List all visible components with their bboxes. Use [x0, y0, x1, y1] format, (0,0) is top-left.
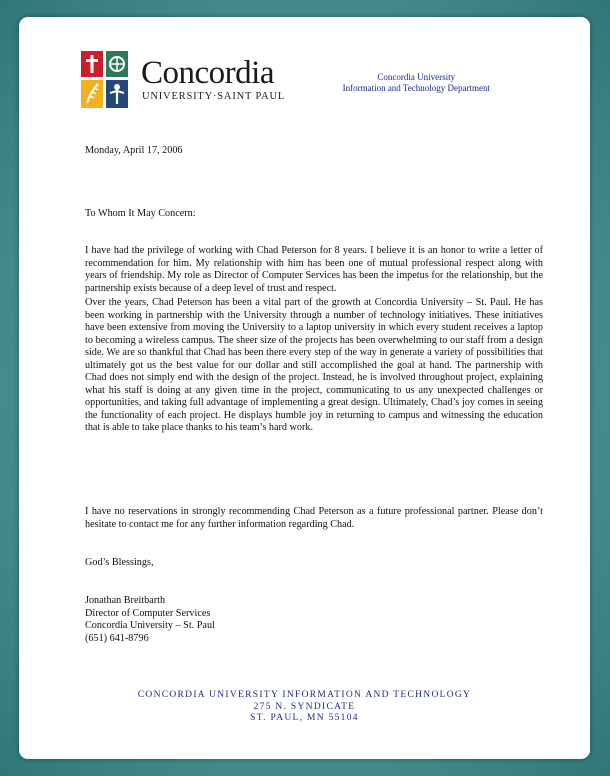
letter-page [19, 17, 590, 759]
footer-line-1: CONCORDIA UNIVERSITY INFORMATION AND TECHNOLOGY [137, 690, 472, 700]
university-subtitle: UNIVERSITY·SAINT PAUL [142, 91, 286, 102]
signer-phone: (651) 641-8796 [85, 632, 149, 644]
paragraph-text: I have had the privilege of working with Chad Peterson for 8 years. I believe it is an honor to write a letter of recommendation for him. My relationship with him has been one of mutual professional respect along with years of friendship. My role as Director of Computer Services has been the impetus for the relationship, but the partnership exists because of a deep level of trust and respect. [85, 245, 543, 294]
signer-org: Concordia University – St. Paul [85, 620, 215, 631]
letter-date: Monday, April 17, 2006 [85, 145, 183, 156]
university-wordmark: Concordia [141, 55, 274, 91]
closing: God’s Blessings, [85, 557, 154, 568]
paragraph-text: I have no reservations in strongly recommending Chad Peterson as a future professional partner. Please don’t hesitate to contact me for any further information regarding Chad. [85, 506, 543, 530]
paragraph-3 [85, 506, 543, 531]
signer-name: Jonathan Breitbarth [85, 595, 166, 606]
university-logo [81, 51, 291, 131]
department-heading [343, 72, 490, 94]
signer-title: Director of Computer Services [85, 607, 211, 619]
footer-line-2: 275 N. SYNDICATE [253, 701, 356, 712]
dept-line-1: Concordia University [377, 72, 456, 82]
dept-line-2: Information and Technology Department [342, 83, 490, 93]
paragraph-2 [85, 297, 543, 435]
signature-block [85, 595, 543, 645]
paragraph-1 [85, 245, 543, 295]
salutation: To Whom It May Concern: [85, 208, 196, 219]
footer-line-3: ST. PAUL, MN 55104 [250, 713, 359, 723]
crest-icon [81, 51, 129, 109]
paragraph-text: Over the years, Chad Peterson has been a vital part of the growth at Concordia University – St. Paul. He has been working in partnership with the University through a number of technology initiatives. These initiatives have been extensive from moving the University to a laptop university in which every student receives a laptop to becoming a wireless campus. The sheer size of the projects has been overwhelming to our staff from a design side. We are so thankful that Chad has been there every step of the way in generate a variety of possibilities that ultimately got us the best value for our dollar and still accomplished the goal at hand. The partnership with Chad does not simply end with the design of the project. Instead, he is involved throughout project, explaining what his staff is doing at any given time in the project, communicating to us any unexpected challenges or opportunities, and taking full advantage of implementing a great design. Ultimately, Chad’s joy comes in seeing the functionality of each project. He displays humble joy in returning to campus and witnessing the education that is able to take place thanks to his team’s hard work. [85, 297, 543, 433]
footer-address [19, 690, 590, 725]
